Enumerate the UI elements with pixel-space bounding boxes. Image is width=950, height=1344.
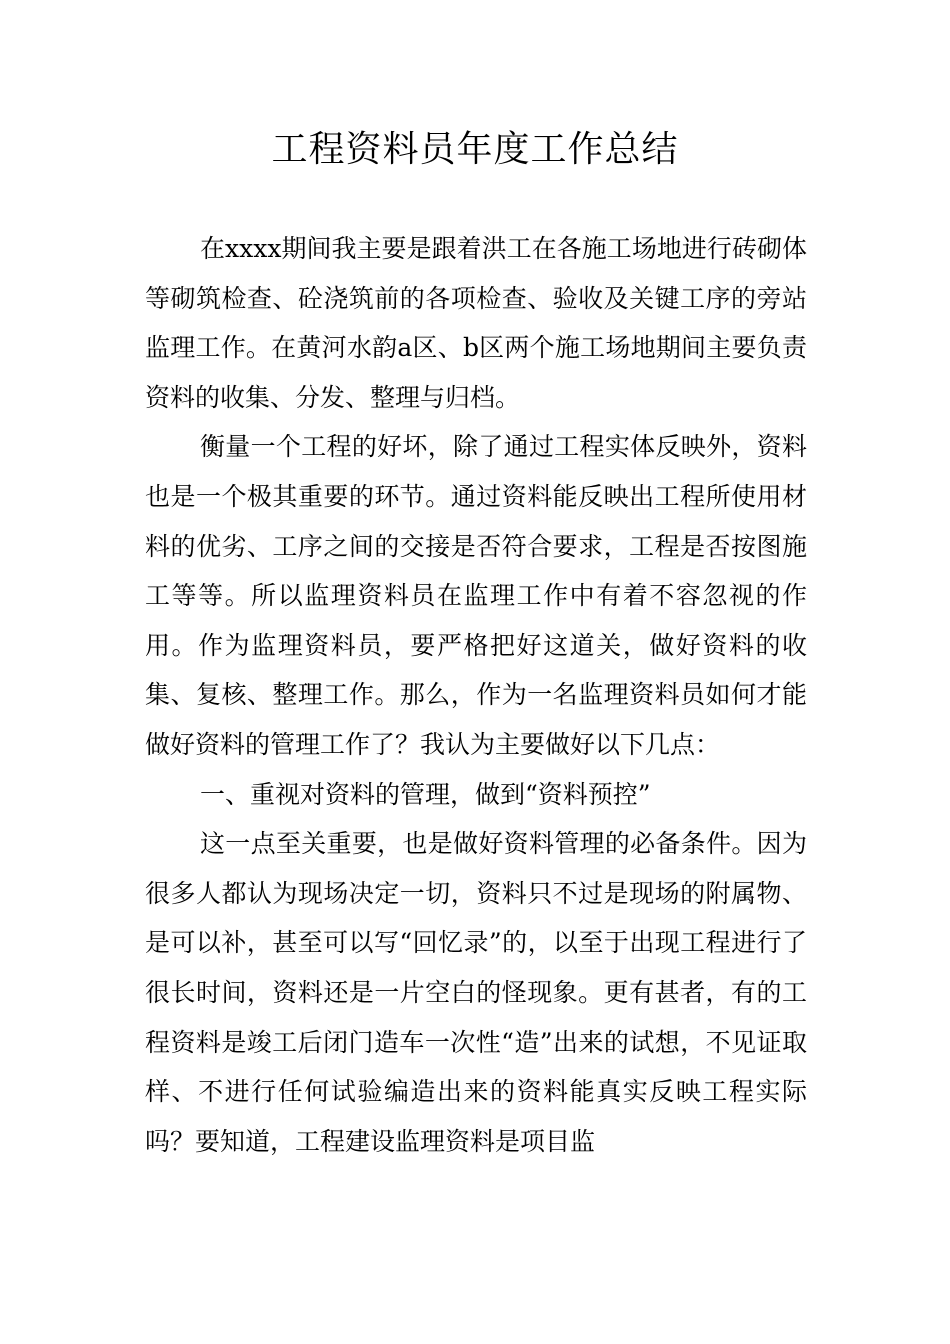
paragraph-importance: 衡量一个工程的好坏，除了通过工程实体反映外，资料也是一个极其重要的环节。通过资料能反映出工程所使用材料的优劣、工序之间的交接是否符合要求，工程是否按图施工等等。所以监理资料员在监理工作中有着不容忽视的作用。作为监理资料员，要严格把好这道关，做好资料的收集、复核、整理工作。那么，作为一名监理资料员如何才能做好资料的管理工作了？我认为主要做好以下几点： xyxy=(145,432,807,759)
paragraph-intro: 在xxxx期间我主要是跟着洪工在各施工场地进行砖砌体等砌筑检查、砼浇筑前的各项检查、验收及关键工序的旁站监理工作。在黄河水韵a区、b区两个施工场地期间主要负责资料的收集、分发、整理与归档。 xyxy=(145,234,807,412)
document-title: 工程资料员年度工作总结 xyxy=(271,129,679,170)
section-heading-1: 一、重视对资料的管理，做到“资料预控” xyxy=(200,779,651,809)
document-body xyxy=(145,224,807,1166)
paragraph-section-1: 这一点至关重要，也是做好资料管理的必备条件。因为很多人都认为现场决定一切，资料只不过是现场的附属物、是可以补，甚至可以写“回忆录”的，以至于出现工程进行了很长时间，资料还是一片空白的怪现象。更有甚者，有的工程资料是竣工后闭门造车一次性“造”出来的试想，不见证取样、不进行任何试验编造出来的资料能真实反映工程实际吗？要知道，工程建设监理资料是项目监 xyxy=(145,829,807,1156)
